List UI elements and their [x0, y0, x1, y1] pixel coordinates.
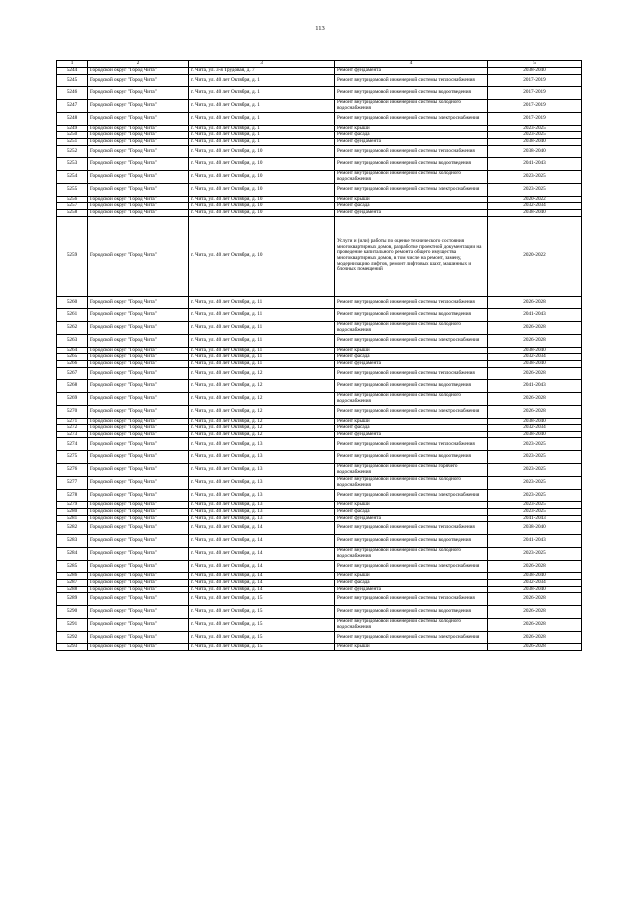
address-cell: г. Чита, ул. 3-я Трудовая, д. 7 [189, 68, 335, 75]
table-row [57, 68, 582, 75]
table-row [57, 158, 582, 171]
municipality-cell: Городской округ "Город Чита" [88, 393, 189, 406]
row-number: 5258 [57, 209, 88, 216]
row-number: 5267 [57, 367, 88, 380]
work-type-cell: Ремонт внутридомовой инженерной системы электроснабжения [335, 560, 488, 573]
work-type-cell: Ремонт внутридомовой инженерной системы теплоснабжения [335, 438, 488, 451]
work-type-cell: Ремонт фундамента [335, 515, 488, 522]
row-number: 5246 [57, 87, 88, 100]
work-type-cell: Ремонт крыши [335, 418, 488, 425]
period-cell: 2032-2034 [488, 354, 582, 361]
period-cell: 2038-2040 [488, 522, 582, 535]
work-type-cell: Ремонт внутридомовой инженерной системы холодного водоснабжения [335, 100, 488, 113]
row-number: 5292 [57, 631, 88, 644]
address-cell: г. Чита, ул. 40 лет Октября, д. 11 [189, 322, 335, 335]
work-type-cell: Ремонт фундамента [335, 586, 488, 593]
period-cell: 2032-2034 [488, 203, 582, 210]
period-cell: 2026-2028 [488, 618, 582, 631]
work-type-cell: Ремонт крыши [335, 502, 488, 509]
work-type-cell: Ремонт крыши [335, 644, 488, 651]
address-cell: г. Чита, ул. 40 лет Октября, д. 1 [189, 125, 335, 132]
address-cell: г. Чита, ул. 40 лет Октября, д. 12 [189, 405, 335, 418]
row-number: 5287 [57, 580, 88, 587]
column-header: 5 [488, 61, 582, 68]
municipality-cell: Городской округ "Город Чита" [88, 216, 189, 296]
address-cell: г. Чита, ул. 40 лет Октября, д. 1 [189, 132, 335, 139]
municipality-cell: Городской округ "Город Чита" [88, 334, 189, 347]
work-type-cell: Ремонт фасада [335, 203, 488, 210]
period-cell: 2023-2025 [488, 476, 582, 489]
row-number: 5256 [57, 196, 88, 203]
work-type-cell: Ремонт внутридомовой инженерной системы электроснабжения [335, 112, 488, 125]
table-row [57, 334, 582, 347]
row-number: 5291 [57, 618, 88, 631]
municipality-cell: Городской округ "Город Чита" [88, 631, 189, 644]
table-row [57, 451, 582, 464]
address-cell: г. Чита, ул. 40 лет Октября, д. 13 [189, 464, 335, 477]
capital-repair-table [56, 60, 582, 651]
address-cell: г. Чита, ул. 40 лет Октября, д. 12 [189, 380, 335, 393]
period-cell: 2023-2025 [488, 438, 582, 451]
municipality-cell: Городской округ "Город Чита" [88, 196, 189, 203]
row-number: 5283 [57, 535, 88, 548]
work-type-cell: Ремонт внутридомовой инженерной системы электроснабжения [335, 183, 488, 196]
municipality-cell: Городской округ "Город Чита" [88, 183, 189, 196]
period-cell: 2023-2025 [488, 171, 582, 184]
table-row [57, 360, 582, 367]
work-type-cell: Ремонт фундамента [335, 138, 488, 145]
table-row [57, 515, 582, 522]
work-type-cell: Ремонт фундамента [335, 360, 488, 367]
period-cell: 2026-2028 [488, 593, 582, 606]
address-cell: г. Чита, ул. 40 лет Октября, д. 10 [189, 209, 335, 216]
table-row [57, 296, 582, 309]
row-number: 5265 [57, 354, 88, 361]
period-cell: 2041-2043 [488, 158, 582, 171]
period-cell: 2032-2034 [488, 580, 582, 587]
period-cell: 2038-2040 [488, 418, 582, 425]
row-number: 5293 [57, 644, 88, 651]
address-cell: г. Чита, ул. 40 лет Октября, д. 12 [189, 425, 335, 432]
period-cell: 2026-2028 [488, 606, 582, 619]
period-cell: 2038-2040 [488, 573, 582, 580]
municipality-cell: Городской округ "Город Чита" [88, 360, 189, 367]
municipality-cell: Городской округ "Город Чита" [88, 367, 189, 380]
work-type-cell: Ремонт фасада [335, 580, 488, 587]
row-number: 5251 [57, 138, 88, 145]
municipality-cell: Городской округ "Город Чита" [88, 405, 189, 418]
work-type-cell: Ремонт внутридомовой инженерной системы холодного водоснабжения [335, 476, 488, 489]
work-type-cell: Ремонт фасада [335, 509, 488, 516]
work-type-cell: Ремонт фундамента [335, 431, 488, 438]
address-cell: г. Чита, ул. 40 лет Октября, д. 13 [189, 489, 335, 502]
address-cell: г. Чита, ул. 40 лет Октября, д. 10 [189, 183, 335, 196]
municipality-cell: Городской округ "Город Чита" [88, 296, 189, 309]
municipality-cell: Городской округ "Город Чита" [88, 515, 189, 522]
work-type-cell: Ремонт крыши [335, 196, 488, 203]
table-row [57, 593, 582, 606]
municipality-cell: Городской округ "Город Чита" [88, 644, 189, 651]
municipality-cell: Городской округ "Город Чита" [88, 593, 189, 606]
period-cell: 2026-2028 [488, 405, 582, 418]
municipality-cell: Городской округ "Город Чита" [88, 502, 189, 509]
address-cell: г. Чита, ул. 40 лет Октября, д. 11 [189, 347, 335, 354]
work-type-cell: Ремонт внутридомовой инженерной системы теплоснабжения [335, 296, 488, 309]
work-type-cell: Ремонт внутридомовой инженерной системы теплоснабжения [335, 593, 488, 606]
work-type-cell: Ремонт внутридомовой инженерной системы водоотведения [335, 451, 488, 464]
period-cell: 2017-2019 [488, 74, 582, 87]
work-type-cell: Ремонт внутридомовой инженерной системы электроснабжения [335, 405, 488, 418]
table-row [57, 145, 582, 158]
address-cell: г. Чита, ул. 40 лет Октября, д. 15 [189, 618, 335, 631]
address-cell: г. Чита, ул. 40 лет Октября, д. 14 [189, 580, 335, 587]
row-number: 5282 [57, 522, 88, 535]
table-row [57, 183, 582, 196]
period-cell: 2020-2022 [488, 216, 582, 296]
table-row [57, 112, 582, 125]
work-type-cell: Ремонт фундамента [335, 68, 488, 75]
period-cell: 2023-2025 [488, 502, 582, 509]
row-number: 5260 [57, 296, 88, 309]
municipality-cell: Городской округ "Город Чита" [88, 354, 189, 361]
table-row [57, 522, 582, 535]
municipality-cell: Городской округ "Город Чита" [88, 100, 189, 113]
row-number: 5274 [57, 438, 88, 451]
municipality-cell: Городской округ "Город Чита" [88, 586, 189, 593]
row-number: 5286 [57, 573, 88, 580]
row-number: 5254 [57, 171, 88, 184]
period-cell: 2023-2025 [488, 183, 582, 196]
period-cell: 2041-2043 [488, 309, 582, 322]
period-cell: 2026-2028 [488, 393, 582, 406]
address-cell: г. Чита, ул. 40 лет Октября, д. 15 [189, 593, 335, 606]
table-row [57, 100, 582, 113]
row-number: 5253 [57, 158, 88, 171]
period-cell: 2026-2028 [488, 644, 582, 651]
table-row [57, 535, 582, 548]
work-type-cell: Ремонт внутридомовой инженерной системы холодного водоснабжения [335, 171, 488, 184]
work-type-cell: Ремонт внутридомовой инженерной системы горячего водоснабжения [335, 464, 488, 477]
work-type-cell: Ремонт внутридомовой инженерной системы теплоснабжения [335, 367, 488, 380]
period-cell: 2041-2043 [488, 380, 582, 393]
row-number: 5276 [57, 464, 88, 477]
row-number: 5244 [57, 68, 88, 75]
period-cell: 2032-2034 [488, 425, 582, 432]
table-body [57, 61, 582, 651]
page-number: 113 [315, 25, 325, 32]
row-number: 5269 [57, 393, 88, 406]
period-cell: 2017-2019 [488, 87, 582, 100]
period-cell: 2038-2040 [488, 209, 582, 216]
address-cell: г. Чита, ул. 40 лет Октября, д. 11 [189, 360, 335, 367]
address-cell: г. Чита, ул. 40 лет Октября, д. 11 [189, 309, 335, 322]
period-cell: 2038-2040 [488, 68, 582, 75]
row-number: 5280 [57, 509, 88, 516]
row-number: 5278 [57, 489, 88, 502]
table-row [57, 322, 582, 335]
period-cell: 2023-2025 [488, 451, 582, 464]
address-cell: г. Чита, ул. 40 лет Октября, д. 15 [189, 631, 335, 644]
address-cell: г. Чита, ул. 40 лет Октября, д. 10 [189, 196, 335, 203]
municipality-cell: Городской округ "Город Чита" [88, 438, 189, 451]
row-number: 5259 [57, 216, 88, 296]
work-type-cell: Ремонт внутридомовой инженерной системы водоотведения [335, 87, 488, 100]
row-number: 5284 [57, 547, 88, 560]
work-type-cell: Ремонт фасада [335, 425, 488, 432]
address-cell: г. Чита, ул. 40 лет Октября, д. 14 [189, 586, 335, 593]
municipality-cell: Городской округ "Город Чита" [88, 606, 189, 619]
column-header: 1 [57, 61, 88, 68]
row-number: 5277 [57, 476, 88, 489]
municipality-cell: Городской округ "Город Чита" [88, 451, 189, 464]
address-cell: г. Чита, ул. 40 лет Октября, д. 13 [189, 438, 335, 451]
row-number: 5271 [57, 418, 88, 425]
municipality-cell: Городской округ "Город Чита" [88, 418, 189, 425]
municipality-cell: Городской округ "Город Чита" [88, 464, 189, 477]
address-cell: г. Чита, ул. 40 лет Октября, д. 1 [189, 87, 335, 100]
municipality-cell: Городской округ "Город Чита" [88, 145, 189, 158]
work-type-cell: Ремонт внутридомовой инженерной системы электроснабжения [335, 334, 488, 347]
work-type-cell: Ремонт фасада [335, 132, 488, 139]
municipality-cell: Городской округ "Город Чита" [88, 322, 189, 335]
table-row [57, 560, 582, 573]
period-cell: 2038-2040 [488, 360, 582, 367]
table-row [57, 309, 582, 322]
work-type-cell: Ремонт крыши [335, 125, 488, 132]
period-cell: 2017-2019 [488, 112, 582, 125]
address-cell: г. Чита, ул. 40 лет Октября, д. 10 [189, 171, 335, 184]
address-cell: г. Чита, ул. 40 лет Октября, д. 14 [189, 560, 335, 573]
address-cell: г. Чита, ул. 40 лет Октября, д. 1 [189, 100, 335, 113]
row-number: 5250 [57, 132, 88, 139]
work-type-cell: Ремонт фасада [335, 354, 488, 361]
table-row [57, 138, 582, 145]
address-cell: г. Чита, ул. 40 лет Октября, д. 13 [189, 451, 335, 464]
row-number: 5264 [57, 347, 88, 354]
municipality-cell: Городской округ "Город Чита" [88, 87, 189, 100]
period-cell: 2038-2040 [488, 586, 582, 593]
period-cell: 2041-2043 [488, 535, 582, 548]
row-number: 5272 [57, 425, 88, 432]
row-number: 5275 [57, 451, 88, 464]
table-row [57, 644, 582, 651]
municipality-cell: Городской округ "Город Чита" [88, 573, 189, 580]
address-cell: г. Чита, ул. 40 лет Октября, д. 12 [189, 418, 335, 425]
row-number: 5270 [57, 405, 88, 418]
work-type-cell: Ремонт крыши [335, 573, 488, 580]
table-row [57, 216, 582, 296]
row-number: 5273 [57, 431, 88, 438]
municipality-cell: Городской округ "Город Чита" [88, 125, 189, 132]
period-cell: 2026-2028 [488, 322, 582, 335]
work-type-cell: Ремонт внутридомовой инженерной системы водоотведения [335, 158, 488, 171]
period-cell: 2020-2022 [488, 196, 582, 203]
table-row [57, 393, 582, 406]
row-number: 5255 [57, 183, 88, 196]
period-cell: 2017-2019 [488, 100, 582, 113]
municipality-cell: Городской округ "Город Чита" [88, 535, 189, 548]
address-cell: г. Чита, ул. 40 лет Октября, д. 12 [189, 393, 335, 406]
table-row [57, 618, 582, 631]
address-cell: г. Чита, ул. 40 лет Октября, д. 14 [189, 535, 335, 548]
period-cell: 2023-2025 [488, 489, 582, 502]
table-row [57, 380, 582, 393]
municipality-cell: Городской округ "Город Чита" [88, 74, 189, 87]
table-row [57, 367, 582, 380]
address-cell: г. Чита, ул. 40 лет Октября, д. 12 [189, 367, 335, 380]
table-row [57, 476, 582, 489]
municipality-cell: Городской округ "Город Чита" [88, 380, 189, 393]
period-cell: 2023-2025 [488, 509, 582, 516]
work-type-cell: Ремонт внутридомовой инженерной системы водоотведения [335, 309, 488, 322]
address-cell: г. Чита, ул. 40 лет Октября, д. 12 [189, 431, 335, 438]
row-number: 5288 [57, 586, 88, 593]
period-cell: 2038-2040 [488, 138, 582, 145]
work-type-cell: Ремонт внутридомовой инженерной системы водоотведения [335, 535, 488, 548]
table-row [57, 87, 582, 100]
period-cell: 2026-2028 [488, 560, 582, 573]
period-cell: 2026-2028 [488, 631, 582, 644]
municipality-cell: Городской округ "Город Чита" [88, 618, 189, 631]
work-type-cell: Ремонт внутридомовой инженерной системы холодного водоснабжения [335, 618, 488, 631]
municipality-cell: Городской округ "Город Чита" [88, 347, 189, 354]
address-cell: г. Чита, ул. 40 лет Октября, д. 1 [189, 112, 335, 125]
work-type-cell: Ремонт внутридомовой инженерной системы электроснабжения [335, 489, 488, 502]
address-cell: г. Чита, ул. 40 лет Октября, д. 1 [189, 138, 335, 145]
row-number: 5247 [57, 100, 88, 113]
work-type-cell: Ремонт внутридомовой инженерной системы холодного водоснабжения [335, 393, 488, 406]
row-number: 5268 [57, 380, 88, 393]
period-cell: 2026-2028 [488, 367, 582, 380]
municipality-cell: Городской округ "Город Чита" [88, 171, 189, 184]
municipality-cell: Городской округ "Город Чита" [88, 68, 189, 75]
row-number: 5289 [57, 593, 88, 606]
column-header: 2 [88, 61, 189, 68]
row-number: 5257 [57, 203, 88, 210]
address-cell: г. Чита, ул. 40 лет Октября, д. 13 [189, 515, 335, 522]
period-cell: 2023-2025 [488, 464, 582, 477]
work-type-cell: Ремонт внутридомовой инженерной системы электроснабжения [335, 631, 488, 644]
work-type-cell: Ремонт фундамента [335, 209, 488, 216]
row-number: 5248 [57, 112, 88, 125]
table-row [57, 586, 582, 593]
municipality-cell: Городской округ "Город Чита" [88, 476, 189, 489]
column-header: 3 [189, 61, 335, 68]
work-type-cell: Ремонт внутридомовой инженерной системы теплоснабжения [335, 74, 488, 87]
table-row [57, 431, 582, 438]
address-cell: г. Чита, ул. 40 лет Октября, д. 15 [189, 644, 335, 651]
address-cell: г. Чита, ул. 40 лет Октября, д. 10 [189, 145, 335, 158]
address-cell: г. Чита, ул. 40 лет Октября, д. 1 [189, 74, 335, 87]
row-number: 5245 [57, 74, 88, 87]
work-type-cell: Ремонт внутридомовой инженерной системы холодного водоснабжения [335, 547, 488, 560]
municipality-cell: Городской округ "Город Чита" [88, 489, 189, 502]
address-cell: г. Чита, ул. 40 лет Октября, д. 14 [189, 547, 335, 560]
municipality-cell: Городской округ "Город Чита" [88, 158, 189, 171]
table-row [57, 464, 582, 477]
work-type-cell: Ремонт внутридомовой инженерной системы теплоснабжения [335, 522, 488, 535]
municipality-cell: Городской округ "Город Чита" [88, 522, 189, 535]
address-cell: г. Чита, ул. 40 лет Октября, д. 11 [189, 354, 335, 361]
table-row [57, 547, 582, 560]
period-cell: 2023-2025 [488, 132, 582, 139]
municipality-cell: Городской округ "Город Чита" [88, 203, 189, 210]
table-row [57, 438, 582, 451]
table-row [57, 209, 582, 216]
period-cell: 2038-2040 [488, 145, 582, 158]
row-number: 5279 [57, 502, 88, 509]
row-number: 5261 [57, 309, 88, 322]
period-cell: 2026-2028 [488, 334, 582, 347]
row-number: 5263 [57, 334, 88, 347]
work-type-cell: Ремонт внутридомовой инженерной системы водоотведения [335, 380, 488, 393]
period-cell: 2023-2025 [488, 547, 582, 560]
work-type-cell: Ремонт крыши [335, 347, 488, 354]
work-type-cell: Ремонт внутридомовой инженерной системы водоотведения [335, 606, 488, 619]
table-row [57, 606, 582, 619]
row-number: 5290 [57, 606, 88, 619]
municipality-cell: Городской округ "Город Чита" [88, 112, 189, 125]
row-number: 5249 [57, 125, 88, 132]
table-row [57, 631, 582, 644]
address-cell: г. Чита, ул. 40 лет Октября, д. 14 [189, 573, 335, 580]
row-number: 5266 [57, 360, 88, 367]
work-type-cell: Ремонт внутридомовой инженерной системы холодного водоснабжения [335, 322, 488, 335]
address-cell: г. Чита, ул. 40 лет Октября, д. 10 [189, 216, 335, 296]
municipality-cell: Городской округ "Город Чита" [88, 132, 189, 139]
address-cell: г. Чита, ул. 40 лет Октября, д. 15 [189, 606, 335, 619]
column-header: 4 [335, 61, 488, 68]
work-type-cell: Услуги и (или) работы по оценке технического состояния многоквартирных домов, разработке проектной документации на проведение капитального ремонта общего имущества многоквартирных домов, в том числе на ремонт, замену, модернизацию лифтов, ремонт лифтовых шахт, машинных и блочных помещений [335, 216, 488, 296]
municipality-cell: Городской округ "Город Чита" [88, 580, 189, 587]
period-cell: 2023-2025 [488, 125, 582, 132]
address-cell: г. Чита, ул. 40 лет Октября, д. 13 [189, 476, 335, 489]
table-row [57, 171, 582, 184]
period-cell: 2041-2043 [488, 515, 582, 522]
row-number: 5281 [57, 515, 88, 522]
work-type-cell: Ремонт внутридомовой инженерной системы теплоснабжения [335, 145, 488, 158]
municipality-cell: Городской округ "Город Чита" [88, 209, 189, 216]
municipality-cell: Городской округ "Город Чита" [88, 309, 189, 322]
address-cell: г. Чита, ул. 40 лет Октября, д. 10 [189, 158, 335, 171]
address-cell: г. Чита, ул. 40 лет Октября, д. 10 [189, 203, 335, 210]
row-number: 5262 [57, 322, 88, 335]
address-cell: г. Чита, ул. 40 лет Октября, д. 13 [189, 502, 335, 509]
address-cell: г. Чита, ул. 40 лет Октября, д. 11 [189, 296, 335, 309]
period-cell: 2038-2040 [488, 347, 582, 354]
municipality-cell: Городской округ "Город Чита" [88, 509, 189, 516]
table-row [57, 74, 582, 87]
period-cell: 2026-2028 [488, 296, 582, 309]
row-number: 5252 [57, 145, 88, 158]
municipality-cell: Городской округ "Город Чита" [88, 560, 189, 573]
address-cell: г. Чита, ул. 40 лет Октября, д. 14 [189, 522, 335, 535]
municipality-cell: Городской округ "Город Чита" [88, 138, 189, 145]
table-row [57, 405, 582, 418]
municipality-cell: Городской округ "Город Чита" [88, 425, 189, 432]
row-number: 5285 [57, 560, 88, 573]
municipality-cell: Городской округ "Город Чита" [88, 547, 189, 560]
period-cell: 2038-2040 [488, 431, 582, 438]
address-cell: г. Чита, ул. 40 лет Октября, д. 11 [189, 334, 335, 347]
address-cell: г. Чита, ул. 40 лет Октября, д. 13 [189, 509, 335, 516]
municipality-cell: Городской округ "Город Чита" [88, 431, 189, 438]
